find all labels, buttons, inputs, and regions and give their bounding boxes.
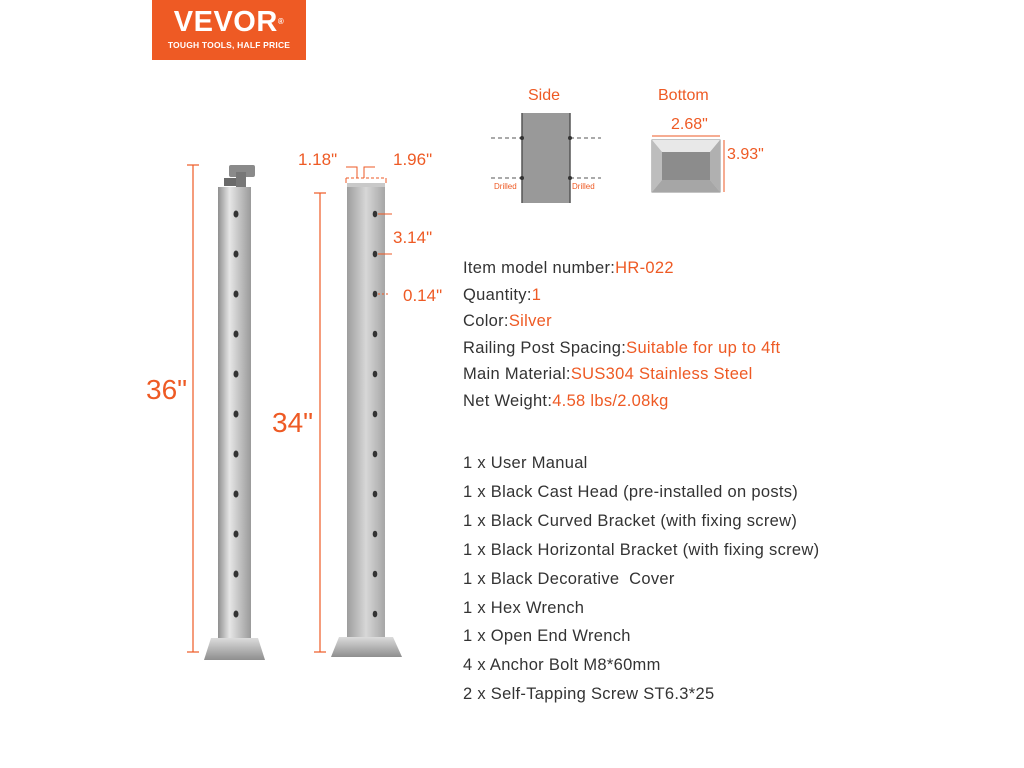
dimension-34-line bbox=[314, 193, 326, 652]
list-item: 1 x Hex Wrench bbox=[463, 598, 585, 617]
list-item: 1 x Black Curved Bracket (with fixing screw) bbox=[463, 511, 798, 530]
dimension-hole-size-label: 0.14" bbox=[403, 286, 443, 305]
top-width-brackets bbox=[346, 167, 386, 183]
right-post-base bbox=[331, 637, 402, 657]
spec-value-spacing: Suitable for up to 4ft bbox=[626, 338, 781, 357]
drilled-right-label: Drilled bbox=[572, 182, 595, 191]
dimension-36-line bbox=[187, 165, 199, 652]
logo-tagline: TOUGH TOOLS, HALF PRICE bbox=[167, 40, 291, 50]
bottom-view bbox=[652, 136, 724, 192]
dimension-hole-spacing-label: 3.14" bbox=[393, 228, 433, 247]
list-item: 2 x Self-Tapping Screw ST6.3*25 bbox=[463, 685, 715, 704]
list-item: 1 x Black Decorative Cover bbox=[463, 569, 675, 588]
spec-row-color: Color:Silver bbox=[463, 312, 552, 330]
spec-row-model: Item model number:HR-022 bbox=[463, 259, 674, 277]
spec-row-spacing: Railing Post Spacing:Suitable for up to 4ft bbox=[463, 338, 781, 357]
dimension-34-label: 34" bbox=[272, 407, 314, 438]
registered-mark: ® bbox=[277, 17, 285, 26]
bottom-view-opening bbox=[662, 152, 710, 180]
spec-value-weight: 4.58 lbs/2.08kg bbox=[552, 391, 669, 410]
dimension-top-a-label: 1.18" bbox=[298, 150, 338, 169]
list-item: 1 x Black Cast Head (pre-installed on posts) bbox=[463, 482, 799, 501]
base-width-label: 2.68" bbox=[671, 116, 708, 133]
package-contents-list bbox=[463, 449, 819, 709]
spec-value-color: Silver bbox=[508, 312, 552, 330]
list-item: 1 x User Manual bbox=[463, 454, 588, 472]
bottom-view-label: Bottom bbox=[658, 87, 709, 104]
spec-value-material: SUS304 Stainless Steel bbox=[570, 365, 753, 383]
right-post-body bbox=[347, 183, 385, 637]
logo-brand: VEVOR® bbox=[173, 6, 285, 38]
spec-value-quantity: 1 bbox=[531, 285, 542, 304]
list-item: 1 x Open End Wrench bbox=[463, 627, 631, 646]
drilled-left-label: Drilled bbox=[494, 182, 517, 191]
left-post-base bbox=[204, 638, 265, 660]
left-post bbox=[204, 165, 265, 660]
dimension-top-b-label: 1.96" bbox=[393, 150, 433, 169]
base-length-label: 3.93" bbox=[727, 146, 764, 163]
dimension-36-label: 36" bbox=[146, 374, 188, 405]
spec-list bbox=[463, 255, 780, 414]
spec-row-quantity: Quantity:1 bbox=[463, 285, 542, 304]
spec-value-model: HR-022 bbox=[615, 259, 674, 277]
spec-row-weight: Net Weight:4.58 lbs/2.08kg bbox=[463, 391, 669, 410]
spec-row-material: Main Material:SUS304 Stainless Steel bbox=[463, 365, 753, 383]
list-item: 4 x Anchor Bolt M8*60mm bbox=[463, 656, 661, 675]
side-view-label: Side bbox=[528, 87, 561, 104]
side-view-post bbox=[522, 113, 570, 203]
list-item: 1 x Black Horizontal Bracket (with fixing screw) bbox=[463, 540, 820, 559]
